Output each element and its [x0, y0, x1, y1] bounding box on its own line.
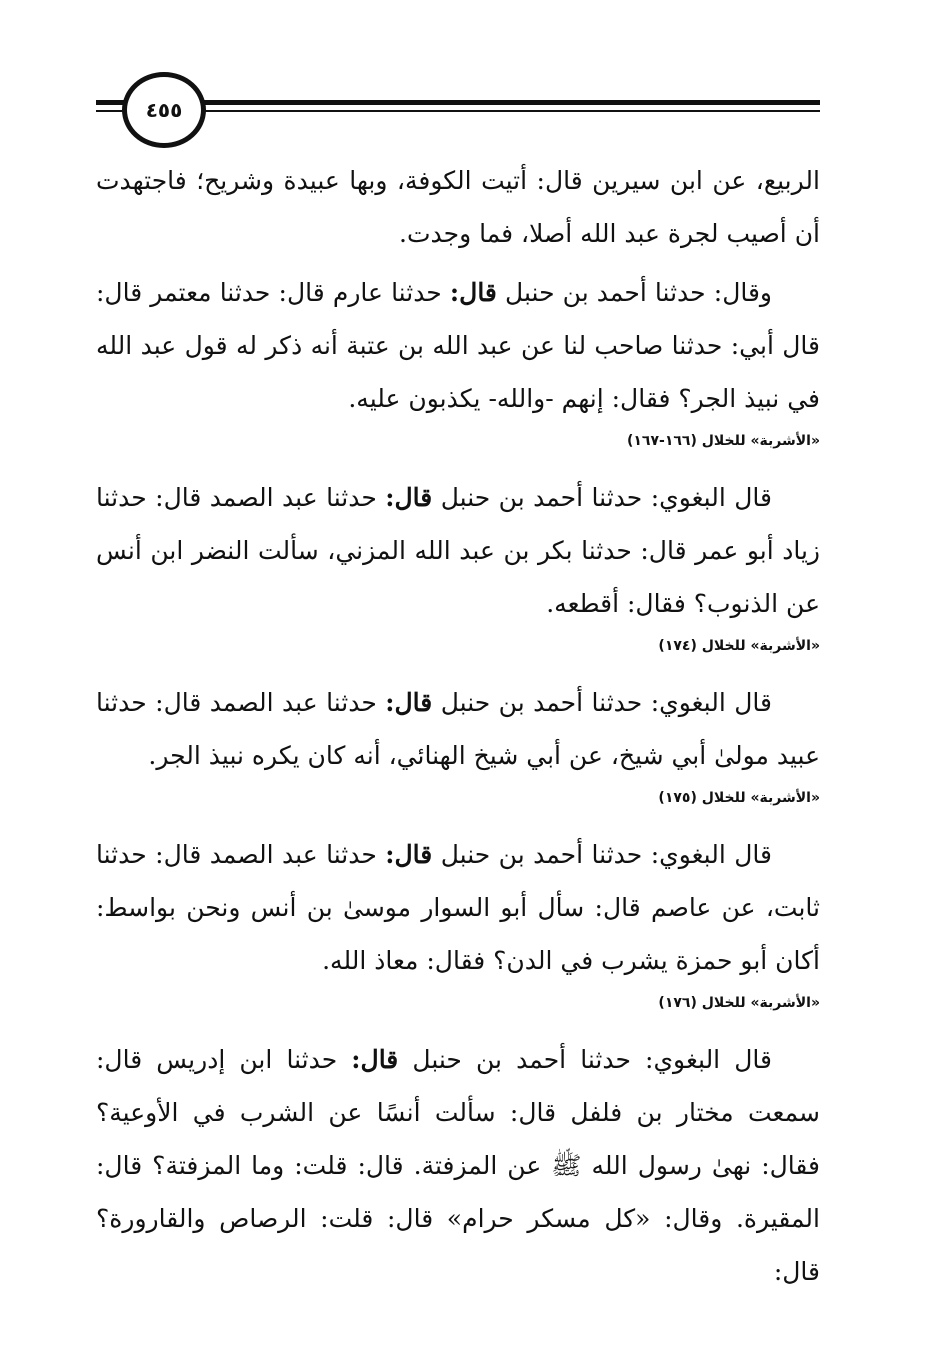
paragraph-6 [96, 1033, 820, 1298]
paragraph-5 [96, 828, 820, 987]
paragraph-text-pre: قال البغوي: حدثنا أحمد بن حنبل [440, 483, 772, 512]
paragraph-text-pre: وقال: حدثنا أحمد بن حنبل [505, 278, 772, 307]
paragraph-text-bold: قال: [385, 483, 433, 512]
paragraph-3 [96, 471, 820, 630]
paragraph-1 [96, 154, 820, 260]
paragraph-text-pre: قال البغوي: حدثنا أحمد بن حنبل [440, 688, 772, 717]
source-citation-2: «الأشربة» للخلال (١٦٦-١٦٧) [626, 433, 820, 449]
paragraph-text-post: حدثنا عبد الصمد قال: حدثنا ثابت، عن عاصم قال: سأل أبو السوار موسىٰ بن أنس ونحن بواسط: أكان أبو حمزة يشرب في الدن؟ فقال: معاذ الله. [96, 840, 820, 975]
source-citation-3: «الأشربة» للخلال (١٧٤) [658, 638, 820, 654]
source-citation-4: «الأشربة» للخلال (١٧٥) [658, 790, 820, 806]
paragraph-text-post: حدثنا ابن إدريس قال: سمعت مختار بن فلفل قال: سألت أنسًا عن الشرب في الأوعية؟ فقال: نهىٰ رسول الله ﷺ عن المزفتة. قال: قلت: وما المزفتة؟ قال: المقيرة. وقال: «كل مسكر حرام» قال: قلت: الرصاص والقارورة؟ قال: [96, 1045, 820, 1286]
paragraph-text-pre: قال البغوي: حدثنا أحمد بن حنبل [412, 1045, 772, 1074]
paragraph-text-pre: قال البغوي: حدثنا أحمد بن حنبل [440, 840, 772, 869]
paragraph-text-bold: قال: [385, 688, 433, 717]
page-header [0, 0, 934, 140]
page-body [96, 154, 820, 1298]
page-number: ٤٥٥ [145, 98, 183, 122]
paragraph-text-post: حدثنا عارم قال: حدثنا معتمر قال: قال أبي: حدثنا صاحب لنا عن عبد الله بن عتبة أنه ذكر له قول عبد الله في نبيذ الجر؟ فقال: إنهم -والله- يكذبون عليه. [96, 278, 820, 413]
paragraph-text-bold: قال: [351, 1045, 399, 1074]
paragraph-text-bold: قال: [449, 278, 497, 307]
paragraph-2 [96, 266, 820, 425]
source-citation-5: «الأشربة» للخلال (١٧٦) [658, 995, 820, 1011]
paragraph-text-post: حدثنا عبد الصمد قال: حدثنا عبيد مولىٰ أبي شيخ، عن أبي شيخ الهنائي، أنه كان يكره نبيذ الجر. [96, 688, 820, 770]
paragraph-4 [96, 676, 820, 782]
paragraph-text-post: حدثنا عبد الصمد قال: حدثنا زياد أبو عمر قال: حدثنا بكر بن عبد الله المزني، سألت النضر ابن أنس عن الذنوب؟ فقال: أقطعه. [96, 483, 820, 618]
page-number-badge [122, 72, 206, 148]
paragraph-text-bold: قال: [385, 840, 433, 869]
paragraph-text: الربيع، عن ابن سيرين قال: أتيت الكوفة، وبها عبيدة وشريح؛ فاجتهدت أن أصيب لجرة عبد الله أصلا، فما وجدت. [96, 166, 820, 248]
